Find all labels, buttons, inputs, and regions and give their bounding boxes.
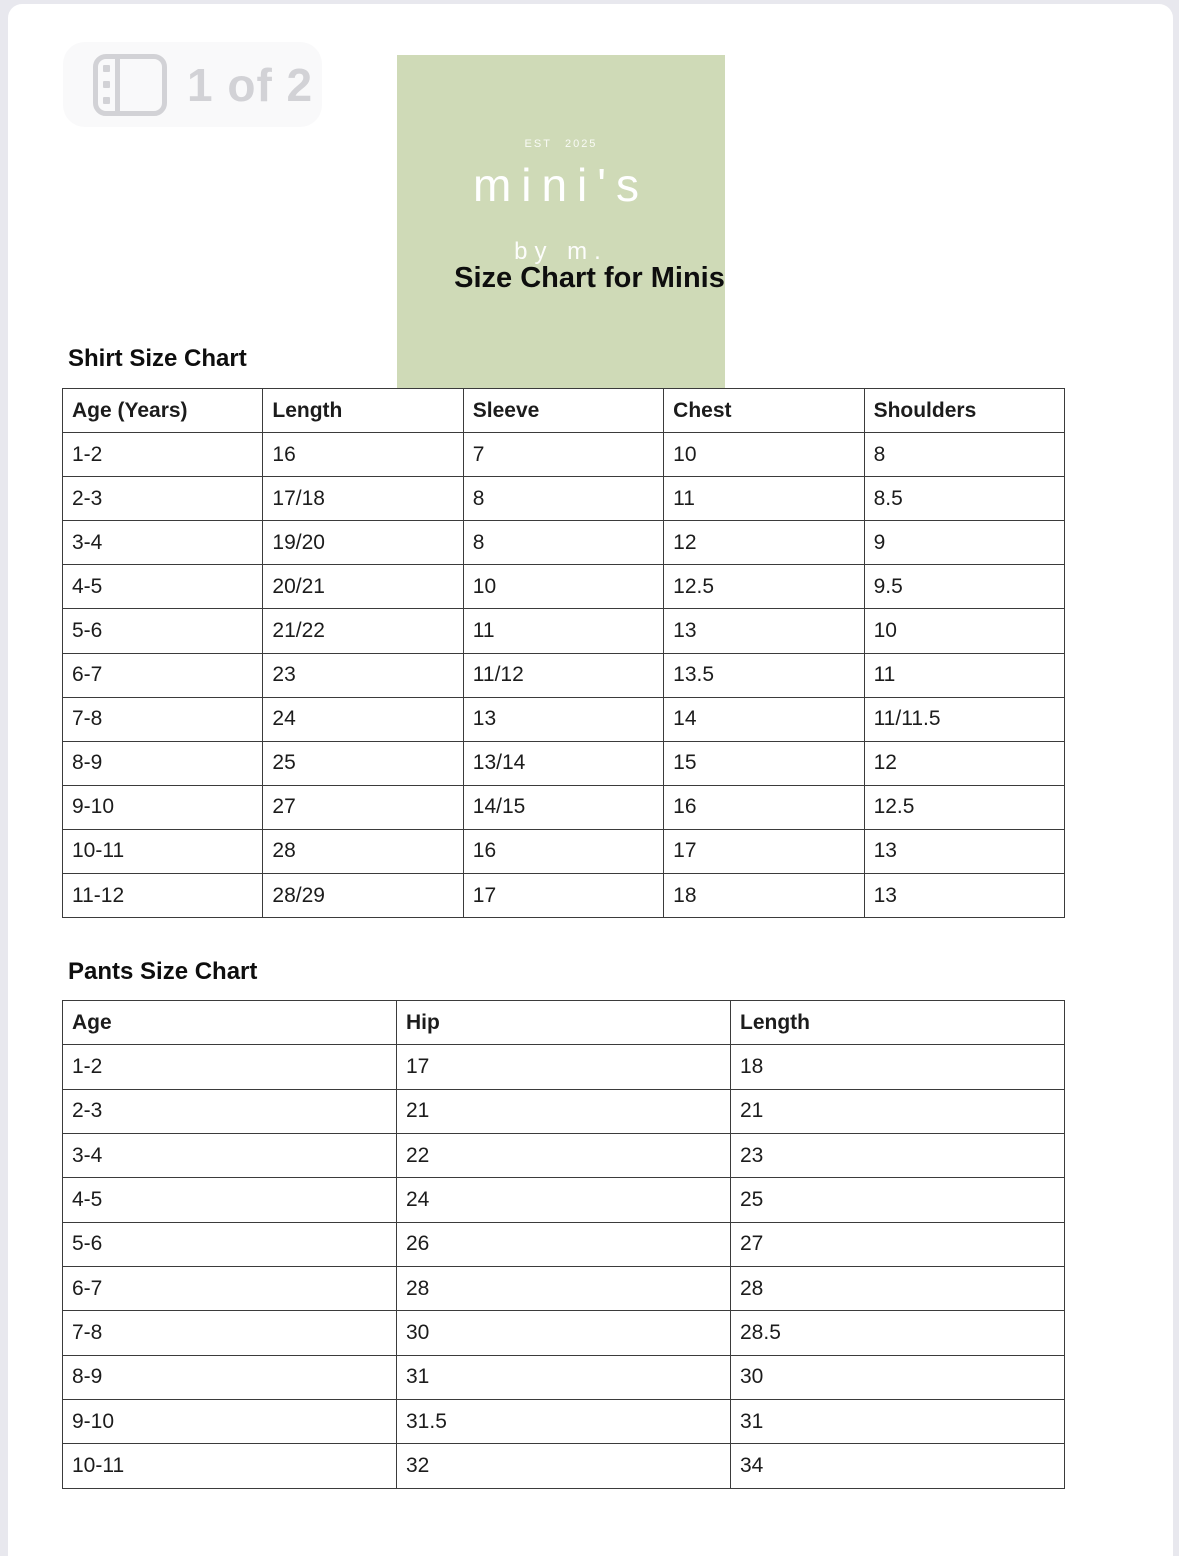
logo-est-year: 2025 bbox=[564, 138, 598, 150]
table-cell: 12.5 bbox=[664, 565, 864, 609]
table-row bbox=[63, 433, 1065, 477]
pants-chart-heading: Pants Size Chart bbox=[68, 958, 258, 985]
sidebar-icon-dot bbox=[103, 97, 110, 104]
table-row bbox=[63, 1045, 1065, 1089]
table-cell: 25 bbox=[731, 1178, 1065, 1222]
column-header: Age (Years) bbox=[63, 389, 263, 433]
table-cell: 18 bbox=[731, 1045, 1065, 1089]
table-cell: 13 bbox=[664, 609, 864, 653]
table-cell: 5-6 bbox=[63, 609, 263, 653]
thumbnails-sidebar-icon bbox=[93, 54, 167, 116]
table-cell: 21 bbox=[397, 1089, 731, 1133]
table-row bbox=[63, 1222, 1065, 1266]
table-row bbox=[63, 874, 1065, 918]
table-cell: 11 bbox=[463, 609, 663, 653]
table-cell: 1-2 bbox=[63, 1045, 397, 1089]
table-cell: 30 bbox=[397, 1311, 731, 1355]
table-cell: 27 bbox=[731, 1222, 1065, 1266]
column-header: Hip bbox=[397, 1001, 731, 1045]
table-cell: 11 bbox=[664, 477, 864, 521]
sidebar-icon-dot bbox=[103, 65, 110, 72]
table-cell: 17 bbox=[463, 874, 663, 918]
column-header: Length bbox=[263, 389, 463, 433]
table-cell: 17/18 bbox=[263, 477, 463, 521]
pants-size-table bbox=[62, 1000, 1065, 1489]
table-cell: 12 bbox=[664, 521, 864, 565]
table-row bbox=[63, 741, 1065, 785]
table-cell: 16 bbox=[463, 829, 663, 873]
table-cell: 32 bbox=[397, 1444, 731, 1488]
table-cell: 13.5 bbox=[664, 653, 864, 697]
table-row bbox=[63, 697, 1065, 741]
table-cell: 18 bbox=[664, 874, 864, 918]
header-row bbox=[63, 1001, 1065, 1045]
table-cell: 31 bbox=[397, 1355, 731, 1399]
column-header: Sleeve bbox=[463, 389, 663, 433]
table-cell: 8.5 bbox=[864, 477, 1064, 521]
table-cell: 2-3 bbox=[63, 477, 263, 521]
table-cell: 25 bbox=[263, 741, 463, 785]
table-row bbox=[63, 829, 1065, 873]
table-cell: 6-7 bbox=[63, 653, 263, 697]
table-row bbox=[63, 1311, 1065, 1355]
table-cell: 6-7 bbox=[63, 1267, 397, 1311]
table-cell: 7 bbox=[463, 433, 663, 477]
table-row bbox=[63, 653, 1065, 697]
column-header: Age bbox=[63, 1001, 397, 1045]
table-cell: 13 bbox=[864, 829, 1064, 873]
table-cell: 8 bbox=[463, 521, 663, 565]
table-row bbox=[63, 1178, 1065, 1222]
table-cell: 7-8 bbox=[63, 697, 263, 741]
table-row bbox=[63, 609, 1065, 653]
table-cell: 14/15 bbox=[463, 785, 663, 829]
table-cell: 27 bbox=[263, 785, 463, 829]
table-cell: 16 bbox=[263, 433, 463, 477]
table-cell: 28/29 bbox=[263, 874, 463, 918]
table-cell: 5-6 bbox=[63, 1222, 397, 1266]
table-cell: 10-11 bbox=[63, 829, 263, 873]
table-cell: 12.5 bbox=[864, 785, 1064, 829]
table-cell: 11/12 bbox=[463, 653, 663, 697]
sidebar-icon-dot bbox=[103, 81, 110, 88]
column-header: Chest bbox=[664, 389, 864, 433]
table-cell: 23 bbox=[263, 653, 463, 697]
logo-established-line bbox=[397, 138, 725, 150]
table-cell: 20/21 bbox=[263, 565, 463, 609]
table-cell: 24 bbox=[397, 1178, 731, 1222]
table-row bbox=[63, 1267, 1065, 1311]
document-title: Size Chart for Minis bbox=[454, 262, 725, 294]
table-cell: 10 bbox=[664, 433, 864, 477]
table-cell: 9-10 bbox=[63, 785, 263, 829]
table-cell: 31 bbox=[731, 1400, 1065, 1444]
table-cell: 3-4 bbox=[63, 521, 263, 565]
table-cell: 9.5 bbox=[864, 565, 1064, 609]
table-cell: 3-4 bbox=[63, 1134, 397, 1178]
table-cell: 1-2 bbox=[63, 433, 263, 477]
table-cell: 13 bbox=[864, 874, 1064, 918]
table-cell: 31.5 bbox=[397, 1400, 731, 1444]
header-row bbox=[63, 389, 1065, 433]
column-header: Shoulders bbox=[864, 389, 1064, 433]
table-cell: 4-5 bbox=[63, 565, 263, 609]
table-row bbox=[63, 785, 1065, 829]
table-row bbox=[63, 1134, 1065, 1178]
table-cell: 11 bbox=[864, 653, 1064, 697]
shirt-chart-heading: Shirt Size Chart bbox=[68, 345, 247, 372]
table-cell: 22 bbox=[397, 1134, 731, 1178]
table-cell: 23 bbox=[731, 1134, 1065, 1178]
table-cell: 4-5 bbox=[63, 1178, 397, 1222]
table-cell: 21/22 bbox=[263, 609, 463, 653]
table-row bbox=[63, 1355, 1065, 1399]
brand-name: mini's bbox=[472, 159, 650, 211]
table-cell: 10 bbox=[864, 609, 1064, 653]
table-cell: 8 bbox=[864, 433, 1064, 477]
column-header: Length bbox=[731, 1001, 1065, 1045]
table-row bbox=[63, 477, 1065, 521]
brand-byline: by m. bbox=[514, 238, 608, 265]
table-cell: 11/11.5 bbox=[864, 697, 1064, 741]
table-cell: 7-8 bbox=[63, 1311, 397, 1355]
shirt-size-table bbox=[62, 388, 1065, 918]
table-cell: 28 bbox=[397, 1267, 731, 1311]
table-row bbox=[63, 1089, 1065, 1133]
table-cell: 10 bbox=[463, 565, 663, 609]
table-row bbox=[63, 521, 1065, 565]
table-cell: 11-12 bbox=[63, 874, 263, 918]
table-cell: 34 bbox=[731, 1444, 1065, 1488]
table-cell: 10-11 bbox=[63, 1444, 397, 1488]
table-cell: 28 bbox=[731, 1267, 1065, 1311]
table-cell: 16 bbox=[664, 785, 864, 829]
page-indicator-pill[interactable] bbox=[63, 42, 322, 127]
brand-logo-block bbox=[397, 55, 725, 388]
table-cell: 15 bbox=[664, 741, 864, 785]
table-cell: 13/14 bbox=[463, 741, 663, 785]
table-cell: 8-9 bbox=[63, 741, 263, 785]
logo-est-label: EST bbox=[524, 138, 552, 150]
table-cell: 12 bbox=[864, 741, 1064, 785]
table-cell: 8 bbox=[463, 477, 663, 521]
table-cell: 21 bbox=[731, 1089, 1065, 1133]
table-cell: 19/20 bbox=[263, 521, 463, 565]
table-cell: 9 bbox=[864, 521, 1064, 565]
table-cell: 17 bbox=[397, 1045, 731, 1089]
table-cell: 2-3 bbox=[63, 1089, 397, 1133]
table-cell: 17 bbox=[664, 829, 864, 873]
table-row bbox=[63, 565, 1065, 609]
table-cell: 24 bbox=[263, 697, 463, 741]
table-cell: 9-10 bbox=[63, 1400, 397, 1444]
table-row bbox=[63, 1400, 1065, 1444]
table-cell: 30 bbox=[731, 1355, 1065, 1399]
table-cell: 14 bbox=[664, 697, 864, 741]
table-cell: 13 bbox=[463, 697, 663, 741]
table-cell: 28.5 bbox=[731, 1311, 1065, 1355]
table-cell: 26 bbox=[397, 1222, 731, 1266]
sidebar-icon-divider bbox=[115, 59, 120, 111]
table-cell: 28 bbox=[263, 829, 463, 873]
page-count-label: 1 of 2 bbox=[187, 58, 314, 111]
table-cell: 8-9 bbox=[63, 1355, 397, 1399]
table-row bbox=[63, 1444, 1065, 1488]
